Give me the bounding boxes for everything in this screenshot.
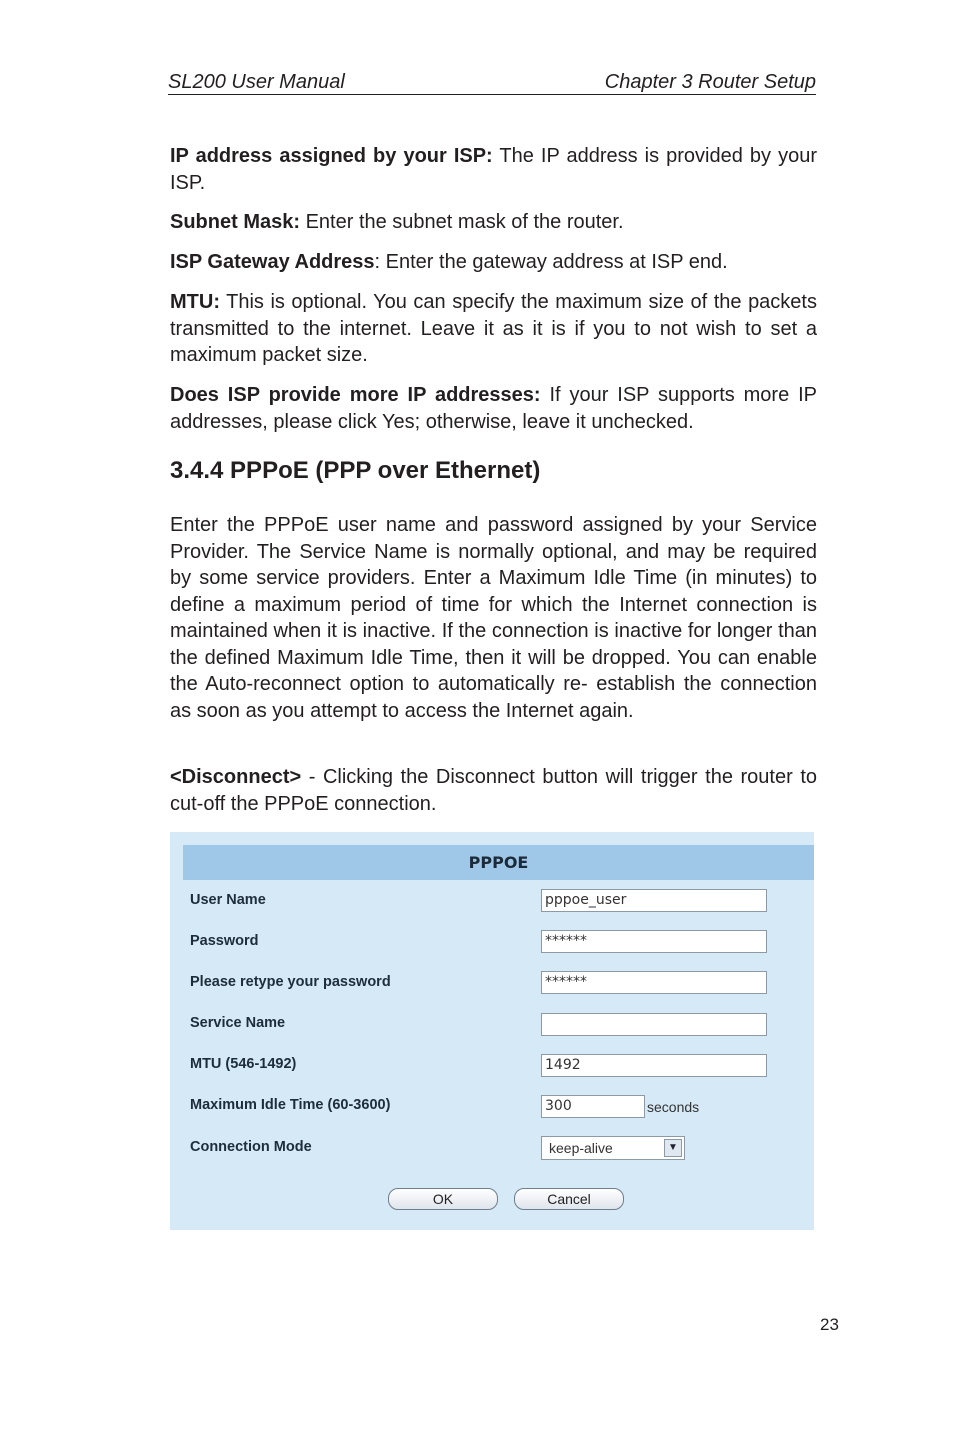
text-isp-ip: The IP address is provided by your ISP. — [170, 145, 817, 194]
term-gateway: ISP Gateway Address — [170, 251, 375, 273]
term-isp-ip: IP address assigned by your ISP: — [170, 145, 493, 167]
chapter-title: Chapter 3 Router Setup — [604, 71, 816, 93]
label-connection-mode: Connection Mode — [190, 1139, 312, 1155]
chevron-down-icon[interactable]: ▼ — [664, 1139, 682, 1157]
paragraph-disconnect — [170, 764, 817, 817]
paragraph-isp-ip — [170, 143, 817, 196]
idle-time-unit: seconds — [647, 1099, 700, 1115]
text-subnet: Enter the subnet mask of the router. — [300, 211, 624, 233]
service-name-input[interactable] — [541, 1013, 767, 1036]
label-user-name: User Name — [190, 892, 266, 908]
section-heading: 3.4.4 PPPoE (PPP over Ethernet) — [170, 457, 541, 484]
label-mtu: MTU (546-1492) — [190, 1056, 297, 1072]
term-disconnect: <Disconnect> — [170, 766, 302, 788]
term-more-ip: Does ISP provide more IP addresses: — [170, 384, 541, 406]
label-service-name: Service Name — [190, 1015, 286, 1031]
text-gateway: : Enter the gateway address at ISP end. — [374, 251, 728, 273]
connection-mode-select[interactable] — [541, 1136, 685, 1160]
paragraph-pppoe-intro: Enter the PPPoE user name and password assigned by your Service Provider. The Service Name is normally optional, and may be required by some service providers. Enter a Maximum Idle Time (in minutes) to define a maximum period of time for which the Internet connection is maintained when it is inactive. If the connection is inactive for longer than the defined Maximum Idle Time, then it will be dropped. You can enable the Auto-reconnect option to automatically re- establish the connection as soon as you attempt to access the Internet again. — [170, 514, 817, 722]
password-input[interactable]: ****** — [541, 930, 767, 953]
term-mtu: MTU: — [170, 291, 220, 313]
ok-button[interactable]: OK — [388, 1188, 498, 1210]
paragraph-gateway — [170, 249, 817, 276]
paragraph-more-ip — [170, 382, 817, 435]
term-subnet: Subnet Mask: — [170, 211, 301, 233]
label-retype-password: Please retype your password — [190, 974, 391, 990]
text-disconnect: - Clicking the Disconnect button will trigger the router to cut-off the PPPoE connection. — [170, 766, 817, 815]
retype-password-input[interactable]: ****** — [541, 971, 767, 994]
paragraph-subnet — [170, 209, 817, 236]
label-password: Password — [190, 933, 259, 949]
panel-title: PPPOE — [183, 845, 814, 880]
page-header — [168, 70, 816, 95]
text-more-ip: If your ISP supports more IP addresses, please click Yes; otherwise, leave it unchecked. — [170, 384, 818, 433]
mtu-input[interactable]: 1492 — [541, 1054, 767, 1077]
text-mtu: This is optional. You can specify the maximum size of the packets transmitted to the internet. Leave it as it is if you to not wish to set a maximum packet size. — [170, 291, 817, 366]
user-name-input[interactable]: pppoe_user — [541, 889, 767, 912]
manual-title: SL200 User Manual — [168, 71, 345, 93]
idle-time-input[interactable]: 300 — [541, 1095, 645, 1118]
connection-mode-value: keep-alive — [549, 1140, 613, 1156]
cancel-button[interactable]: Cancel — [514, 1188, 624, 1210]
paragraph-mtu — [170, 289, 817, 369]
page-number: 23 — [820, 1315, 839, 1334]
label-idle-time: Maximum Idle Time (60-3600) — [190, 1097, 391, 1113]
